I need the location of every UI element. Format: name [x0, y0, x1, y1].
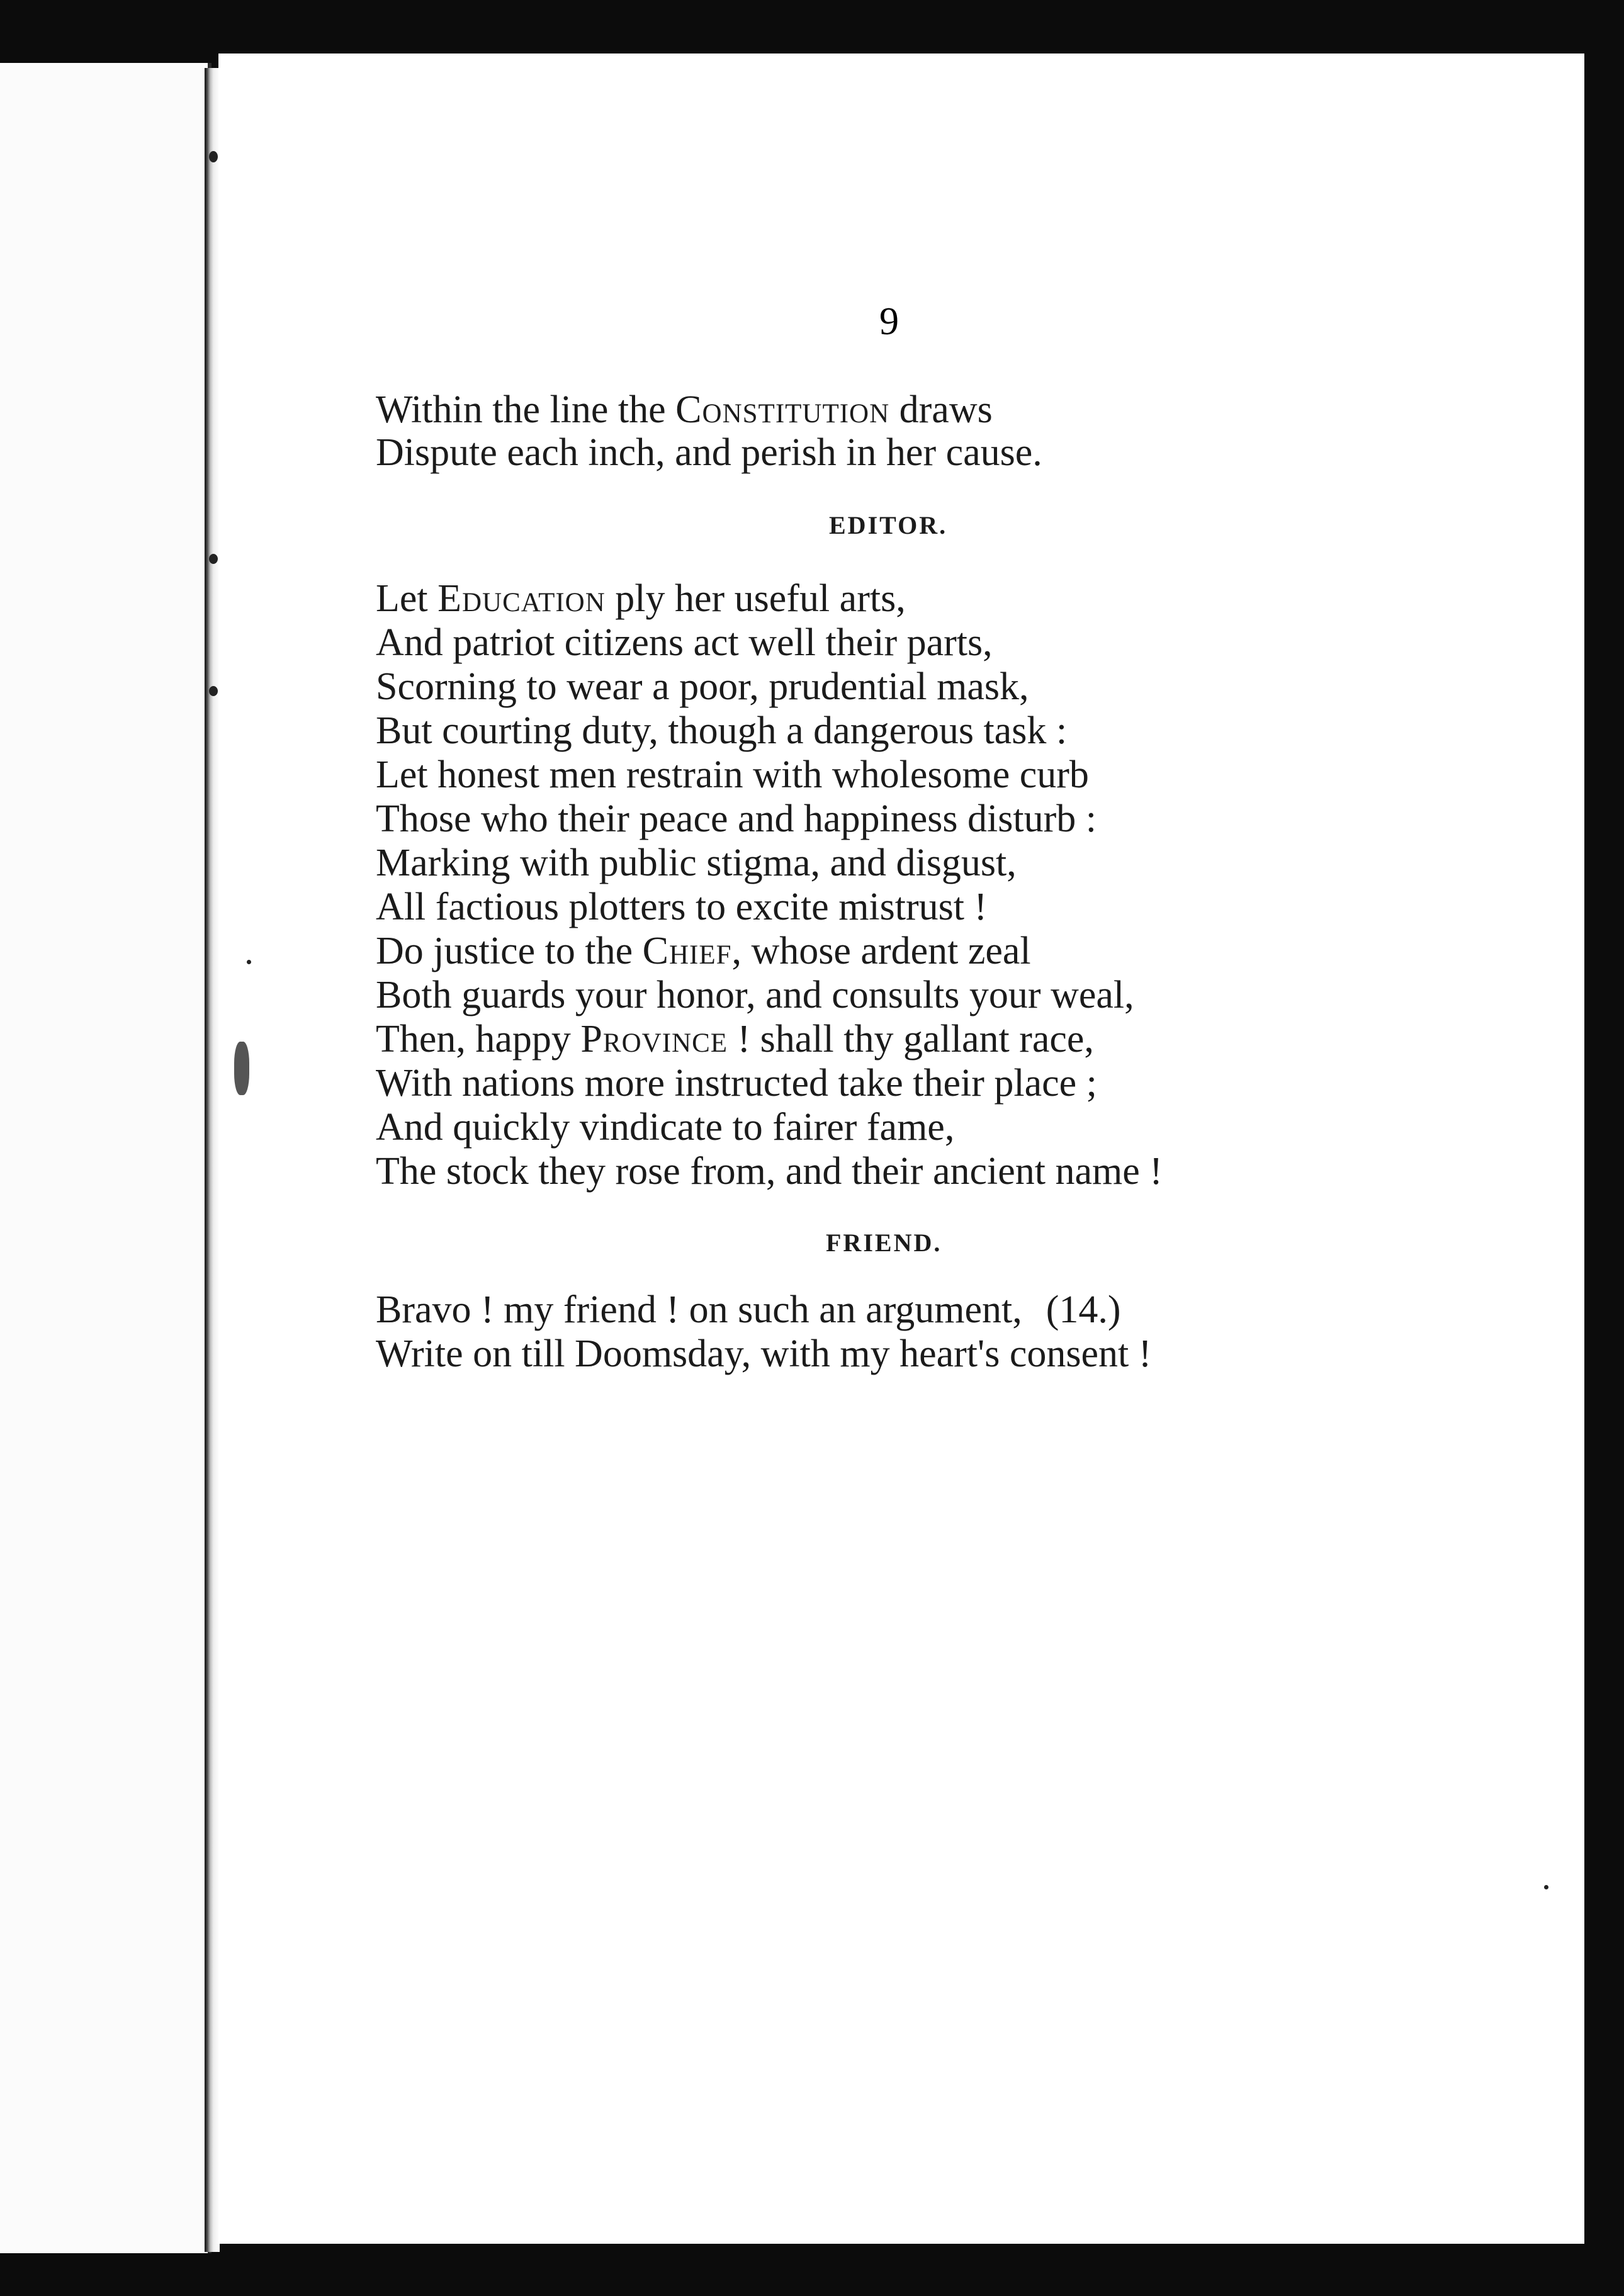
verse-line: Within the line the Constitution draws — [376, 388, 993, 431]
verse-line: Let Education ply her useful arts, — [376, 577, 906, 620]
scan-speck — [209, 151, 218, 162]
small-caps-term: Chief — [642, 930, 732, 972]
book-page — [218, 53, 1584, 2244]
scan-speck — [209, 554, 218, 564]
speaker-heading-friend: FRIEND. — [826, 1229, 942, 1257]
small-caps-term: Province — [580, 1018, 728, 1061]
small-caps-term: Education — [437, 577, 606, 620]
verse-line: Both guards your honor, and consults your weal, — [376, 974, 1134, 1016]
scan-smudge — [234, 1042, 249, 1095]
verse-line: Those who their peace and happiness disturb : — [376, 797, 1097, 840]
verse-line: The stock they rose from, and their ancient name ! — [376, 1150, 1163, 1193]
verse-line: All factious plotters to excite mistrust ! — [376, 886, 988, 928]
book-gutter — [205, 68, 220, 2252]
verse-line: Marking with public stigma, and disgust, — [376, 841, 1017, 884]
left-page-edge — [0, 63, 211, 2253]
verse-line: Scorning to wear a poor, prudential mask, — [376, 665, 1029, 708]
verse-line: And patriot citizens act well their parts, — [376, 621, 993, 664]
note-reference: (14.) — [1046, 1288, 1121, 1331]
verse-line: Do justice to the Chief, whose ardent zeal — [376, 930, 1031, 972]
speaker-heading-editor: EDITOR. — [829, 511, 948, 539]
verse-line: With nations more instructed take their place ; — [376, 1062, 1097, 1105]
page-number: 9 — [879, 300, 899, 343]
verse-line: And quickly vindicate to fairer fame, — [376, 1106, 955, 1149]
scan-speck — [209, 686, 218, 696]
verse-line: Write on till Doomsday, with my heart's consent ! — [376, 1332, 1152, 1375]
small-caps-term: Constitution — [675, 388, 890, 431]
scan-speck — [247, 960, 251, 964]
verse-line: Then, happy Province ! shall thy gallant race, — [376, 1018, 1094, 1061]
verse-line: Let honest men restrain with wholesome curb — [376, 753, 1089, 796]
verse-line: But courting duty, though a dangerous task : — [376, 709, 1068, 752]
scan-speck — [1544, 1885, 1548, 1889]
verse-line: Bravo ! my friend ! on such an argument, (14.) — [376, 1288, 1121, 1331]
verse-line: Dispute each inch, and perish in her cause. — [376, 431, 1042, 474]
